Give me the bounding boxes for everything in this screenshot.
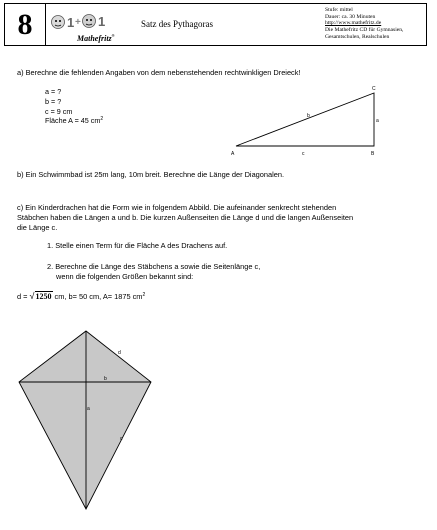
task-c-sub1: 1. Stelle einen Term für die Fläche A des Drachens auf.: [47, 241, 228, 250]
task-c-line-3: die Länge c.: [17, 223, 58, 232]
meta-stufe: Stufe: mittel: [325, 7, 353, 13]
kite-side-d-label: d: [118, 350, 121, 356]
side-b-label: b: [307, 113, 310, 119]
vertex-C-label: C: [372, 86, 376, 92]
triangle-shape: [236, 93, 374, 146]
task-c-line-2: Stäbchen haben die Längen a und b. Die kurzen Außenseiten die Länge d und die langen Außenseiten: [17, 213, 354, 222]
meta-schulen: Gesamtschulen, Realschulen: [325, 33, 390, 40]
svg-text:1: 1: [67, 15, 75, 30]
task-c-text: [17, 203, 353, 233]
svg-text:+: +: [75, 17, 81, 28]
logo-wordmark: Mathefritz®: [77, 33, 115, 43]
right-triangle-diagram: [225, 84, 385, 160]
kite-rod-b-label: b: [104, 376, 107, 382]
worksheet-meta: [325, 7, 403, 41]
task-c-sub2-line-2: wenn die folgenden Größen bekannt sind:: [56, 272, 194, 281]
kite-rod-a-label: a: [87, 406, 90, 412]
vertex-B-label: B: [371, 151, 375, 157]
svg-text:1: 1: [98, 14, 106, 29]
kite-shape: [19, 331, 151, 509]
worksheet-header: [4, 3, 427, 46]
given-d-root: 1250: [35, 292, 52, 301]
given-b: b = ?: [45, 96, 62, 106]
task-b-text: b) Ein Schwimmbad ist 25m lang, 10m breit. Berechne die Länge der Diagonalen.: [17, 170, 285, 179]
meta-dauer: Dauer: ca. 30 Minuten: [325, 13, 376, 20]
task-a-given: [45, 87, 103, 126]
task-c-sub2: [47, 262, 260, 282]
given-c: c = 9 cm: [45, 106, 73, 116]
task-c-line-1: c) Ein Kinderdrachen hat die Form wie in folgendem Abbild. Die aufeinander senkrecht stehenden: [17, 203, 337, 212]
worksheet-title: Satz des Pythagoras: [141, 19, 213, 29]
task-c-sub2-line-1: 2. Berechne die Länge des Stäbchens a sowie die Seitenlänge c,: [47, 262, 261, 271]
meta-url-link[interactable]: http://www.mathefritz.de: [325, 20, 382, 27]
given-area: Fläche A = 45 $cm^2$: [45, 116, 104, 126]
task-c-given: d = √1250 cm, b= 50 cm, A= 1875 $cm^2$: [17, 291, 146, 301]
meta-cd: Die Mathefritz CD für Gymnasien,: [325, 27, 404, 34]
side-c-label: c: [302, 151, 305, 157]
given-a: a = ?: [45, 87, 62, 96]
task-a-text: a) Berechne die fehlenden Angaben von dem nebenstehenden rechtwinkligen Dreieck!: [17, 68, 301, 77]
vertex-A-label: A: [231, 151, 235, 157]
kite-side-c-label: c: [120, 436, 123, 442]
mathefritz-logo: [49, 6, 139, 44]
worksheet-number: 8: [5, 4, 46, 45]
kite-diagram: [14, 328, 174, 518]
side-a-label: a: [376, 118, 379, 124]
